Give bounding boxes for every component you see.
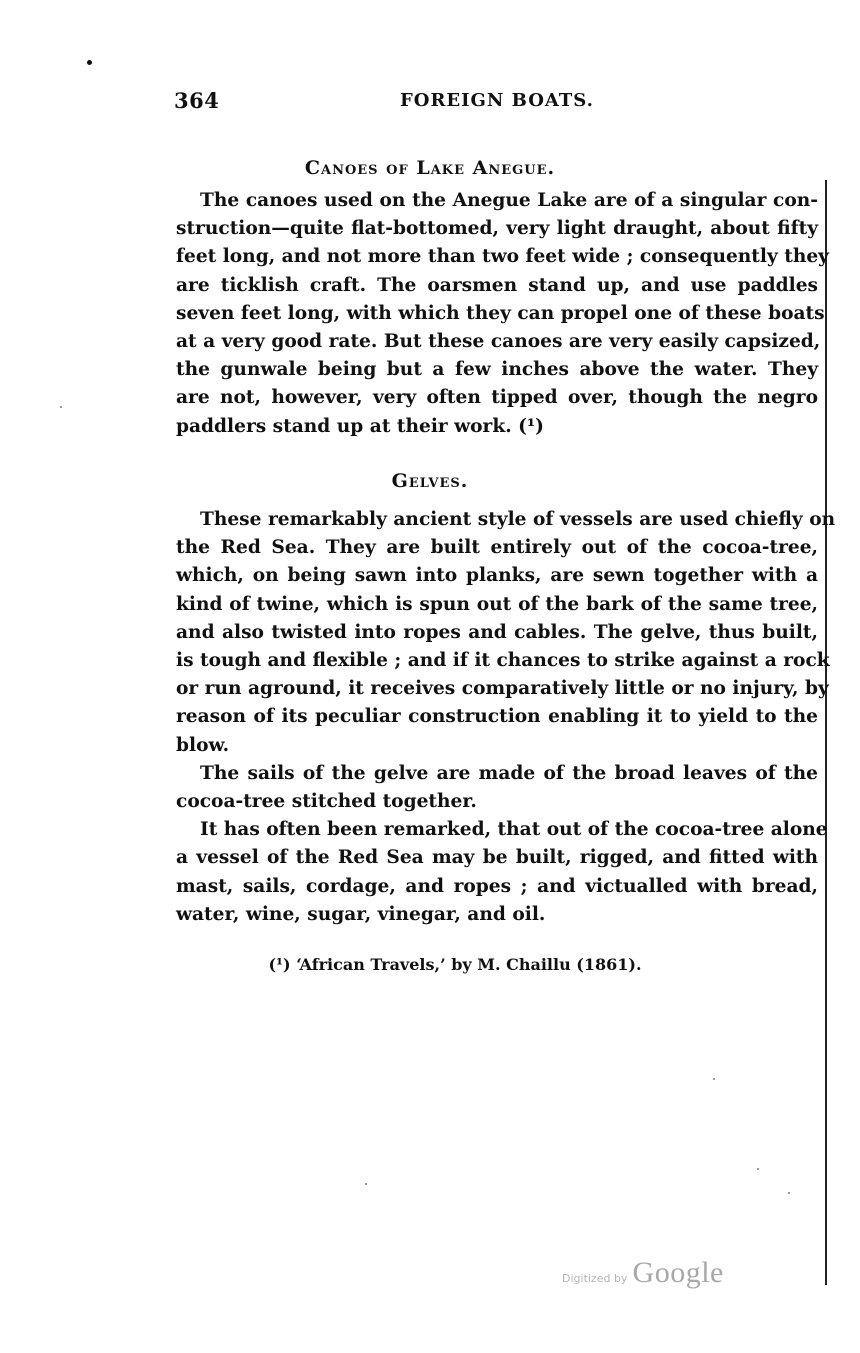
running-head [174, 88, 774, 118]
ink-speck [713, 1078, 715, 1080]
section-body-canoes [176, 187, 829, 441]
text-line: are not, however, very often tipped over, though the negro [176, 387, 818, 409]
ink-speck [788, 1192, 790, 1194]
running-title: FOREIGN BOATS. [400, 90, 594, 111]
section-title-canoes: Canoes of Lake Anegue. [304, 157, 556, 179]
text-line: It has often been remarked, that out of the cocoa-tree alone [200, 819, 828, 841]
text-line: The sails of the gelve are made of the broad leaves of the [200, 762, 818, 784]
text-line: mast, sails, cordage, and ropes ; and victualled with bread, [176, 875, 818, 897]
text-line: is tough and flexible ; and if it chances to strike against a rock [176, 650, 830, 672]
paragraph [176, 760, 818, 816]
text-line: water, wine, sugar, vinegar, and oil. [176, 903, 546, 925]
text-line: at a very good rate. But these canoes are very easily capsized, [176, 331, 821, 353]
text-line: struction—quite flat-bottomed, very light draught, about fifty [176, 218, 818, 240]
text-line: which, on being sawn into planks, are sewn together with a [176, 565, 818, 587]
paragraph [176, 187, 829, 441]
text-line: kind of twine, which is spun out of the bark of the same tree, [176, 593, 818, 615]
text-line: the Red Sea. They are built entirely out of the cocoa-tree, [176, 537, 818, 559]
text-line: reason of its peculiar construction enabling it to yield to the [176, 706, 818, 728]
text-line: the gunwale being but a few inches above the water. They [176, 359, 818, 381]
section-title-gelves: Gelves. [391, 470, 469, 492]
text-line: paddlers stand up at their work. (¹) [176, 415, 544, 437]
ink-speck [757, 1168, 759, 1170]
text-line: a vessel of the Red Sea may be built, rigged, and fitted with [176, 847, 818, 869]
ink-speck [87, 60, 92, 65]
watermark-prefix: Digitized by [562, 1272, 628, 1285]
paragraph [176, 506, 836, 760]
page-edge-line [825, 180, 827, 1285]
paragraph [176, 816, 828, 929]
ink-speck [365, 1183, 367, 1185]
text-line: and also twisted into ropes and cables. The gelve, thus built, [176, 621, 818, 643]
page-number: 364 [174, 88, 220, 113]
section-body-gelves [176, 506, 836, 929]
text-line: The canoes used on the Anegue Lake are of a singular con- [200, 190, 818, 211]
text-line: or run aground, it receives comparatively little or no injury, by [176, 678, 829, 700]
text-line: feet long, and not more than two feet wide ; consequently they [176, 246, 829, 268]
google-logo: Google [632, 1256, 724, 1289]
text-line: blow. [176, 734, 230, 756]
text-line: seven feet long, with which they can propel one of these boats [176, 302, 825, 324]
text-line: cocoa-tree stitched together. [176, 791, 477, 813]
ink-speck [60, 406, 62, 408]
text-line: These remarkably ancient style of vessels are used chiefly on [200, 509, 836, 530]
text-line: are ticklish craft. The oarsmen stand up, and use paddles [176, 274, 818, 296]
footnote: (¹) ‘African Travels,’ by M. Chaillu (1861). [268, 955, 642, 974]
digitized-watermark [562, 1256, 724, 1290]
